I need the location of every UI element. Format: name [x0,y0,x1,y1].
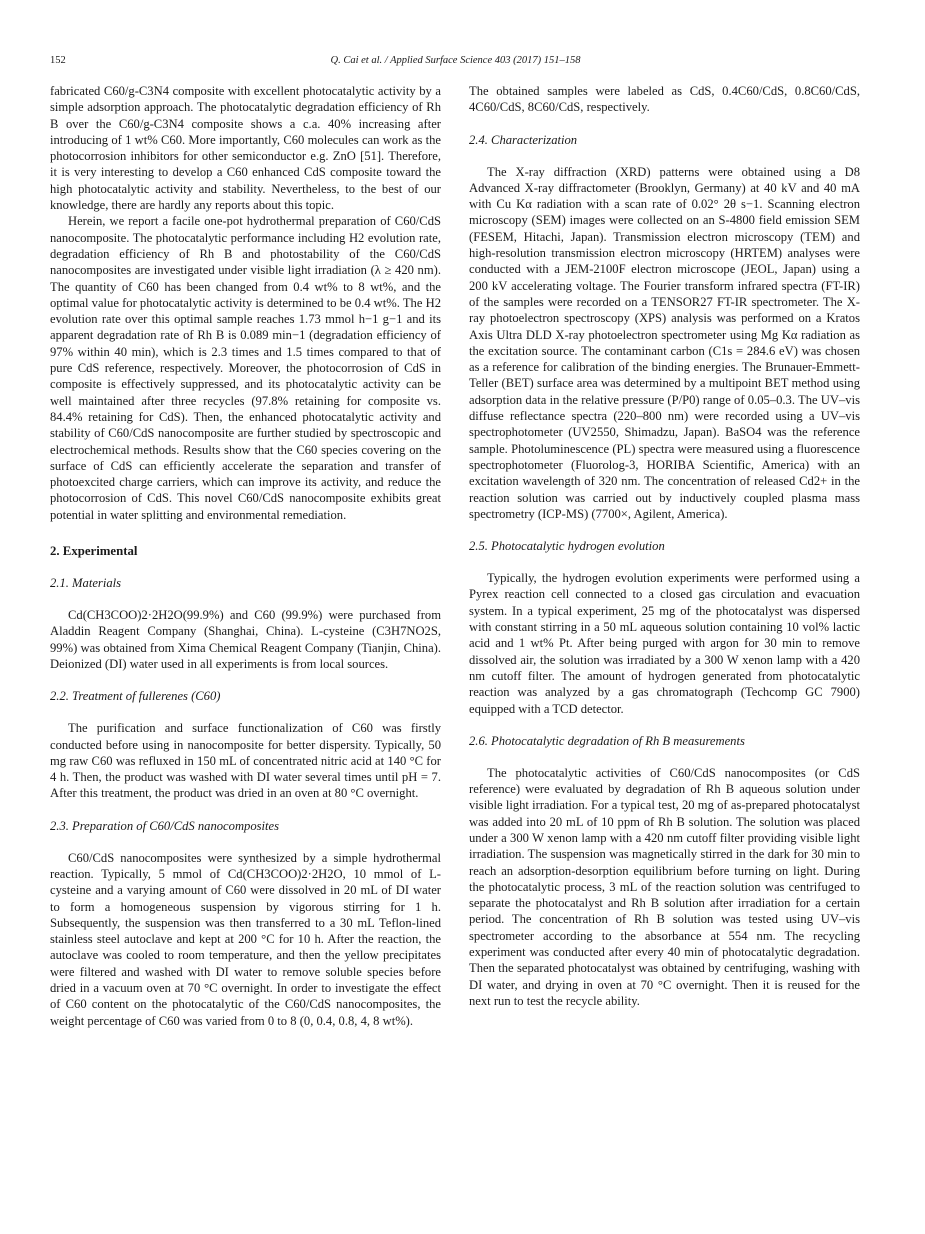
running-header [50,55,861,71]
treatment-paragraph: The purification and surface functionalization of C60 was firstly conducted before using in nanocomposite for better dispersity. Typically, 50 mg raw C60 was refluxed in 150 mL of concentrated nitric acid at 140 °C for 4 h. Then, the product was washed with DI water several times until pH = 7. After this treatment, the product was dried in an oven at 80 °C overnight. [50,721,441,801]
characterization-paragraph: The X-ray diffraction (XRD) patterns were obtained using a D8 Advanced X-ray diffractometer (Brooklyn, Germany) at 40 kV and 40 mA with Cu Kα radiation with a scan rate of 0.02° 2θ s−1. Scanning electron microscopy (SEM) images were collected on an S-4800 field emission SEM (FESEM, Hitachi, Japan). Transmission electron microscopy (TEM) and high-resolution transmission electron microscopy (HRTEM) analyses were conducted with a JEM-2100F electron microscope (JEOL, Japan) using a 200 kV accelerating voltage. The Fourier transform infrared spectra (FT-IR) of the samples were recorded on a TENSOR27 FT-IR spectrometer. The X-ray photoelectron spectroscopy (XPS) analysis was performed on a Kratos Axis Ultra DLD X-ray photoelectron spectrometer using Mg Kα radiation as the excitation source. The contaminant carbon (C1s = 284.6 eV) was chosen as a reference for calibration of the binding energies. The Brunauer-Emmett-Teller (BET) surface area was determined by a multipoint BET method using adsorption data in the relative pressure (P/P0) range of 0.05–0.3. The UV–vis diffuse reflectance spectra (220–800 nm) were recorded using a UV–vis spectrophotometer (UV2550, Shimadzu, Japan). BaSO4 was the reference sample. Photoluminescence (PL) spectra were measured using a fluorescence spectrophotometer (Fluorolog-3, HORIBA Scientific, America) with an excitation wavelength of 320 nm. The concentration of released Cd2+ in the reaction solution was carried out by inductively coupled plasma mass spectrometry (ICP-MS) (7700×, Agilent, America). [469,164,860,521]
sample-labels-paragraph: The obtained samples were labeled as CdS, 0.4C60/CdS, 0.8C60/CdS, 4C60/CdS, 8C60/CdS, respectively. [469,84,860,115]
journal-citation: Q. Cai et al. / Applied Surface Science 403 (2017) 151–158 [330,55,581,66]
subsection-heading-characterization: 2.4. Characterization [469,132,578,147]
section-heading-experimental: 2. Experimental [50,544,138,559]
left-column [50,83,441,1029]
subsection-heading-treatment: 2.2. Treatment of fullerenes (C60) [50,689,221,704]
subsection-heading-hydrogen-evolution: 2.5. Photocatalytic hydrogen evolution [469,539,665,554]
subsection-heading-materials: 2.1. Materials [50,576,122,591]
degradation-paragraph: The photocatalytic activities of C60/CdS nanocomposites (or CdS reference) were evaluated by degradation of Rh B aqueous solution under visible light irradiation. For a typical test, 20 mg of as-prepared photocatalyst was added into 20 mL of 10 ppm of Rh B solution. The solution was placed under a 300 W xenon lamp with a 420 nm cutoff filter providing visible light irradiation. The suspension was magnetically stirred in the dark for 30 min to reach an adsorption-desorption equilibrium before turning on light. During the photocatalytic process, 3 mL of the reaction solution was centrifuged to separate the photocatalyst and Rh B solution after irradiation for a certain period. The concentration of Rh B solution was tested using UV–vis spectrometer according to the absorbance at 554 nm. The recycling experiment was conducted after every 40 min of photocatalytic degradation. Then the separated photocatalyst was obtained by centrifuging, washing with DI water, and drying in oven at 70 °C overnight. Then it is reused for the next run to test the recycle ability. [469,765,860,1008]
subsection-heading-degradation: 2.6. Photocatalytic degradation of Rh B measurements [469,733,745,748]
intro-paragraph-continued: fabricated C60/g-C3N4 composite with excellent photocatalytic activity by a simple adsorption approach. The photocatalytic degradation efficiency of Rh B over the C60/g-C3N4 composite shows a c.a. 40% increasing after introducing of 1 wt% C60. More importantly, C60 molecules can work as the photocorrosion inhibitors for other semiconductor e.g. ZnO [51]. Therefore, it is very interesting to develop a C60 enhanced CdS composite toward the high photocatalytic activity and stability. Nevertheless, to the best of our knowledge, there are hardly any reports about this topic. [50,84,441,213]
materials-paragraph: Cd(CH3COO)2·2H2O(99.9%) and C60 (99.9%) were purchased from Aladdin Reagent Company (Shanghai, China). L-cysteine (C3H7NO2S, 99%) was obtained from Xima Chemical Reagent Company (Tianjin, China). Deionized (DI) water used in all experiments is from local sources. [50,608,441,671]
subsection-heading-preparation: 2.3. Preparation of C60/CdS nanocomposites [50,818,280,833]
page-number: 152 [50,55,66,66]
intro-paragraph-herein: Herein, we report a facile one-pot hydrothermal preparation of C60/CdS nanocomposite. The photocatalytic performance including H2 evolution rate, degradation efficiency of Rh B and photostability of the C60/CdS nanocomposites are investigated under visible light irradiation (λ ≥ 420 nm). The quantity of C60 has been changed from 0.4 wt% to 8 wt%, and the optimal value for photocatalytic activity is determined to be 0.4 wt%. The H2 evolution rate over this optimal sample reaches 1.73 mmol h−1 g−1 and its apparent degradation rate of Rh B is 0.089 min−1 (degradation efficiency of 97% within 40 min), which is 2.3 times and 1.5 times compared to that of pure CdS reference, respectively. Moreover, the photocorrosion of CdS in composite is effectively suppressed, and its photocatalytic activity can be well maintained after three recycles (97.8% retaining for composite vs. 84.4% retaining for CdS). Then, the enhanced photocatalytic activity and stability of C60/CdS nanocomposite are further studied by spectroscopic and electrochemical methods. Results show that the C60 species covering on the surface of CdS can efficiently accelerate the separation and transfer of photoexcited charge carriers, which can improve its activity, and reduce the photocorrosion of CdS. This novel C60/CdS nanocomposite exhibits great potential in water splitting and environmental remediation. [50,214,441,522]
right-column [469,83,860,1009]
preparation-paragraph: C60/CdS nanocomposites were synthesized by a simple hydrothermal reaction. Typically, 5 mmol of Cd(CH3COO)2·2H2O, 10 mmol of L-cysteine and a varying amount of C60 were dissolved in 20 mL of DI water to form a homogeneous suspension by vigorous stirring for 1 h. Subsequently, the suspension was then transferred to a 30 mL Teflon-lined stainless steel autoclave and kept at 200 °C for 10 h. After the reaction, the autoclave was cooled to room temperature, and then the yellow precipitates were filtered and washed with DI water to remove soluble species before dried in a vacuum oven at 70 °C overnight. In order to investigate the effect of C60 content on the photocatalytic of the C60/CdS nanocomposites, the weight percentage of C60 was varied from 0 to 8 (0, 0.4, 0.8, 4, 8 wt%). [50,850,441,1028]
hydrogen-evolution-paragraph: Typically, the hydrogen evolution experiments were performed using a Pyrex reaction cell connected to a closed gas circulation and evacuation system. In a typical experiment, 25 mg of the photocatalyst was dispersed with constant stirring in a 50 mL aqueous solution containing 10 vol% lactic acid and 1 wt% Pt. After being purged with argon for 30 min to remove dissolved air, the solution was irradiated by a 300 W xenon lamp with a 420 nm cutoff filter. The amount of hydrogen generated from photocatalytic reaction was analyzed by a gas chromatograph (Techcomp GC 7900) equipped with a TCD detector. [469,571,860,716]
